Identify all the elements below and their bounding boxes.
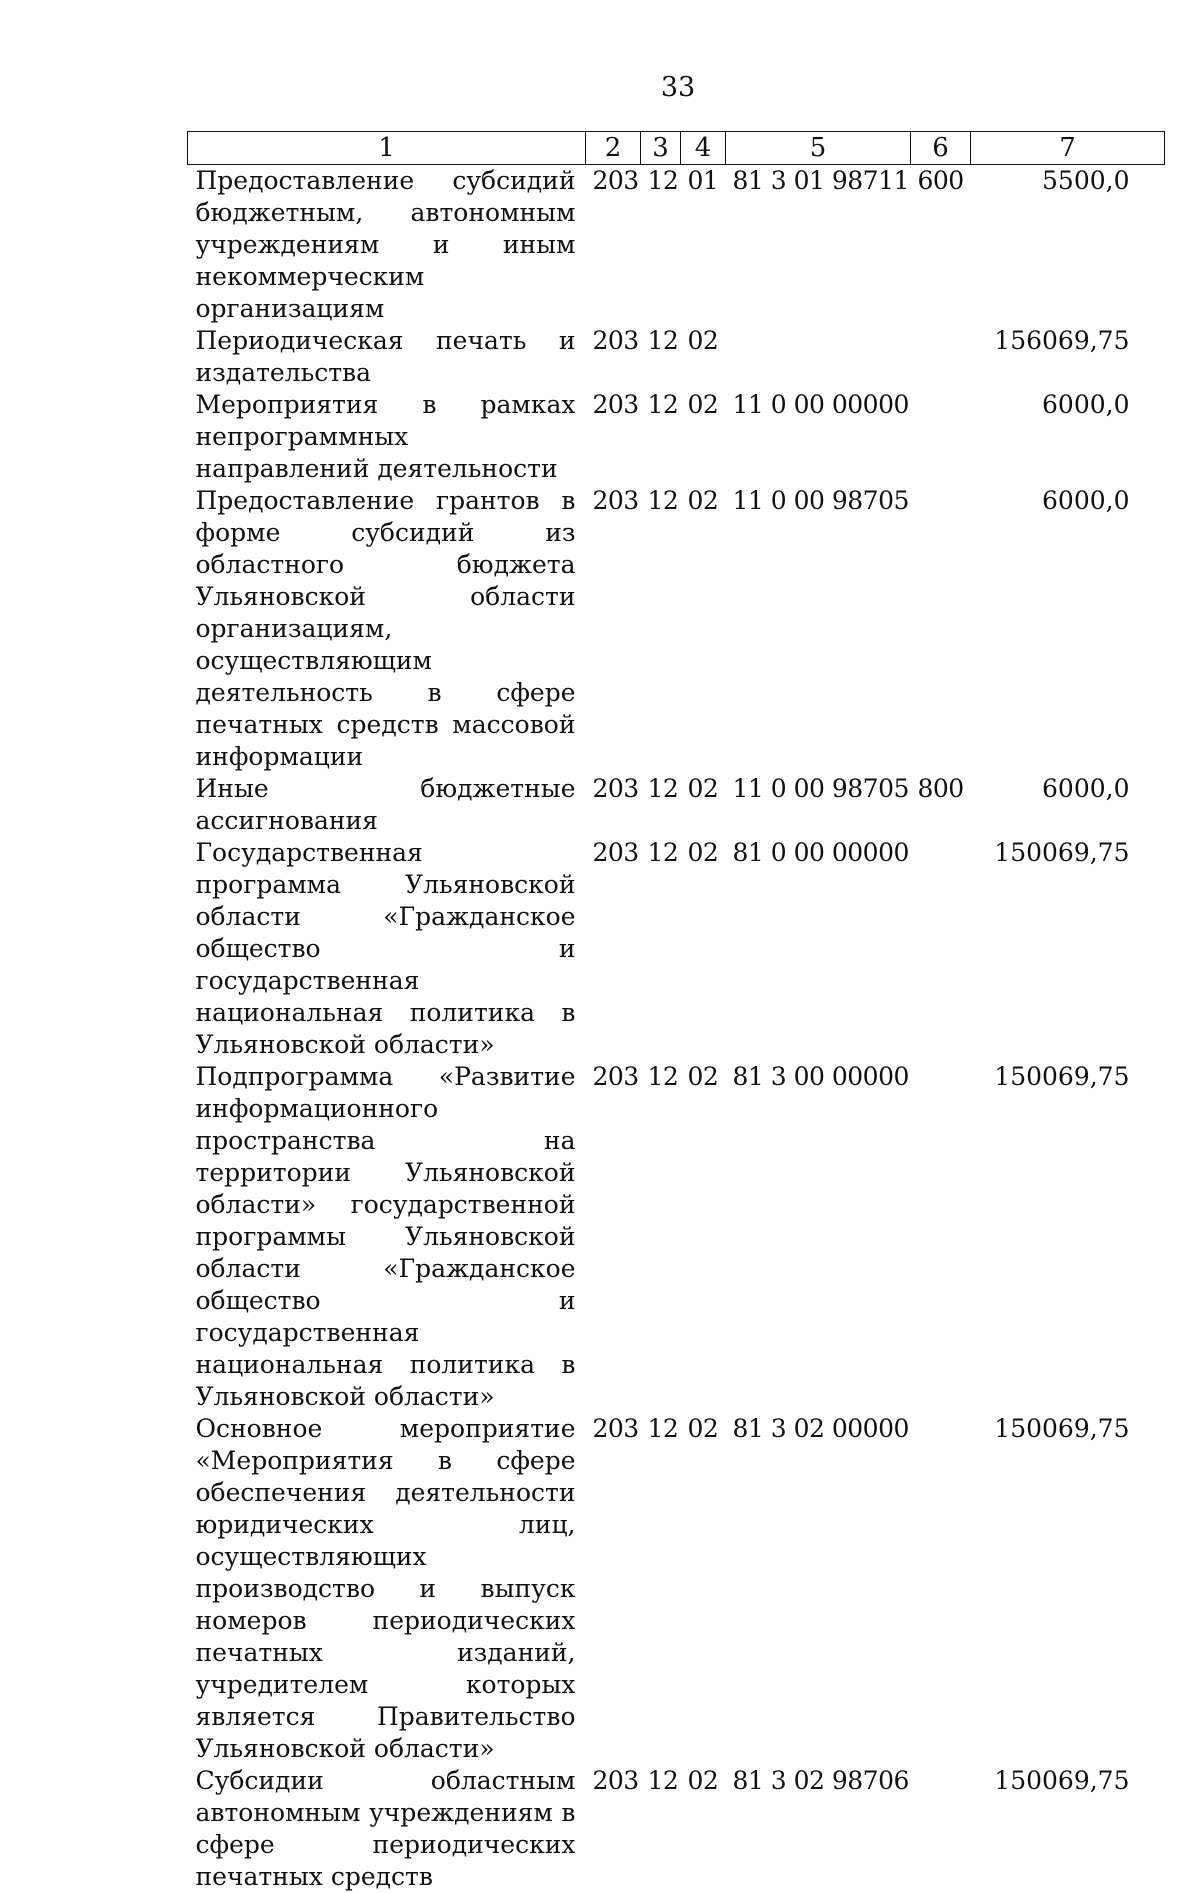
- row-code-4: 02: [681, 1413, 726, 1765]
- row-amount: 5500,0: [971, 165, 1165, 326]
- row-code-4: 01: [681, 165, 726, 326]
- table-row: [188, 837, 1165, 1061]
- column-header-3: 3: [641, 132, 681, 165]
- row-code-2: 203: [586, 485, 641, 773]
- table-row: [188, 485, 1165, 773]
- row-code-6: [911, 1765, 971, 1893]
- row-code-2: 203: [586, 1061, 641, 1413]
- row-code-3: 12: [641, 389, 681, 485]
- table-row: [188, 1061, 1165, 1413]
- budget-table: [187, 131, 1165, 1893]
- row-amount: 6000,0: [971, 389, 1165, 485]
- row-code-5: 11 0 00 98705: [726, 773, 911, 837]
- row-code-3: 12: [641, 325, 681, 389]
- column-header-6: 6: [911, 132, 971, 165]
- row-code-2: 203: [586, 389, 641, 485]
- column-header-2: 2: [586, 132, 641, 165]
- row-amount: 150069,75: [971, 837, 1165, 1061]
- row-code-6: [911, 325, 971, 389]
- row-amount: 150069,75: [971, 1765, 1165, 1893]
- row-code-5: 81 3 00 00000: [726, 1061, 911, 1413]
- row-code-4: 02: [681, 1061, 726, 1413]
- row-name: Подпрограмма «Развитие информационного пространства на территории Ульяновской области» государственной программы Ульяновской области «Гражданское общество и государственная национальная политика в Ульяновской области»: [188, 1061, 586, 1413]
- row-code-6: [911, 389, 971, 485]
- row-code-3: 12: [641, 837, 681, 1061]
- row-code-2: 203: [586, 165, 641, 326]
- row-code-4: 02: [681, 485, 726, 773]
- table-row: [188, 1413, 1165, 1765]
- row-amount: 6000,0: [971, 773, 1165, 837]
- row-name: Основное мероприятие «Мероприятия в сфере обеспечения деятельности юридических лиц, осуществляющих производство и выпуск номеров периодических печатных изданий, учредителем которых является Правительство Ульяновской области»: [188, 1413, 586, 1765]
- row-code-3: 12: [641, 165, 681, 326]
- row-name: Предоставление грантов в форме субсидий из областного бюджета Ульяновской области организациям, осуществляющим деятельность в сфере печатных средств массовой информации: [188, 485, 586, 773]
- column-header-7: 7: [971, 132, 1165, 165]
- column-header-4: 4: [681, 132, 726, 165]
- page-number: 33: [78, 72, 1200, 103]
- row-code-3: 12: [641, 1061, 681, 1413]
- table-body: [188, 165, 1165, 1893]
- row-code-2: 203: [586, 325, 641, 389]
- row-amount: 150069,75: [971, 1061, 1165, 1413]
- table-row: [188, 773, 1165, 837]
- row-code-5: [726, 325, 911, 389]
- row-name: Государственная программа Ульяновской области «Гражданское общество и государственная национальная политика в Ульяновской области»: [188, 837, 586, 1061]
- row-code-5: 81 3 01 98711: [726, 165, 911, 326]
- table-row: [188, 165, 1165, 326]
- row-code-2: 203: [586, 837, 641, 1061]
- row-code-5: 11 0 00 00000: [726, 389, 911, 485]
- row-code-5: 11 0 00 98705: [726, 485, 911, 773]
- column-header-1: 1: [188, 132, 586, 165]
- table-header-row: [188, 132, 1165, 165]
- row-code-6: [911, 837, 971, 1061]
- row-amount: 156069,75: [971, 325, 1165, 389]
- row-code-6: [911, 1413, 971, 1765]
- row-code-4: 02: [681, 389, 726, 485]
- table-row: [188, 325, 1165, 389]
- row-name: Иные бюджетные ассигнования: [188, 773, 586, 837]
- row-code-4: 02: [681, 1765, 726, 1893]
- row-code-3: 12: [641, 485, 681, 773]
- row-code-3: 12: [641, 1413, 681, 1765]
- table-row: [188, 1765, 1165, 1893]
- row-amount: 150069,75: [971, 1413, 1165, 1765]
- row-code-4: 02: [681, 325, 726, 389]
- row-code-6: 600: [911, 165, 971, 326]
- row-code-2: 203: [586, 1413, 641, 1765]
- row-code-5: 81 3 02 00000: [726, 1413, 911, 1765]
- row-code-4: 02: [681, 837, 726, 1061]
- row-code-2: 203: [586, 1765, 641, 1893]
- row-name: Периодическая печать и издательства: [188, 325, 586, 389]
- row-code-3: 12: [641, 1765, 681, 1893]
- row-name: Субсидии областным автономным учреждениям в сфере периодических печатных средств: [188, 1765, 586, 1893]
- row-code-5: 81 3 02 98706: [726, 1765, 911, 1893]
- table-row: [188, 389, 1165, 485]
- row-code-3: 12: [641, 773, 681, 837]
- row-code-2: 203: [586, 773, 641, 837]
- row-name: Мероприятия в рамках непрограммных направлений деятельности: [188, 389, 586, 485]
- row-code-6: 800: [911, 773, 971, 837]
- row-code-6: [911, 485, 971, 773]
- row-name: Предоставление субсидий бюджетным, автономным учреждениям и иным некоммерческим организациям: [188, 165, 586, 326]
- row-amount: 6000,0: [971, 485, 1165, 773]
- row-code-5: 81 0 00 00000: [726, 837, 911, 1061]
- row-code-6: [911, 1061, 971, 1413]
- row-code-4: 02: [681, 773, 726, 837]
- column-header-5: 5: [726, 132, 911, 165]
